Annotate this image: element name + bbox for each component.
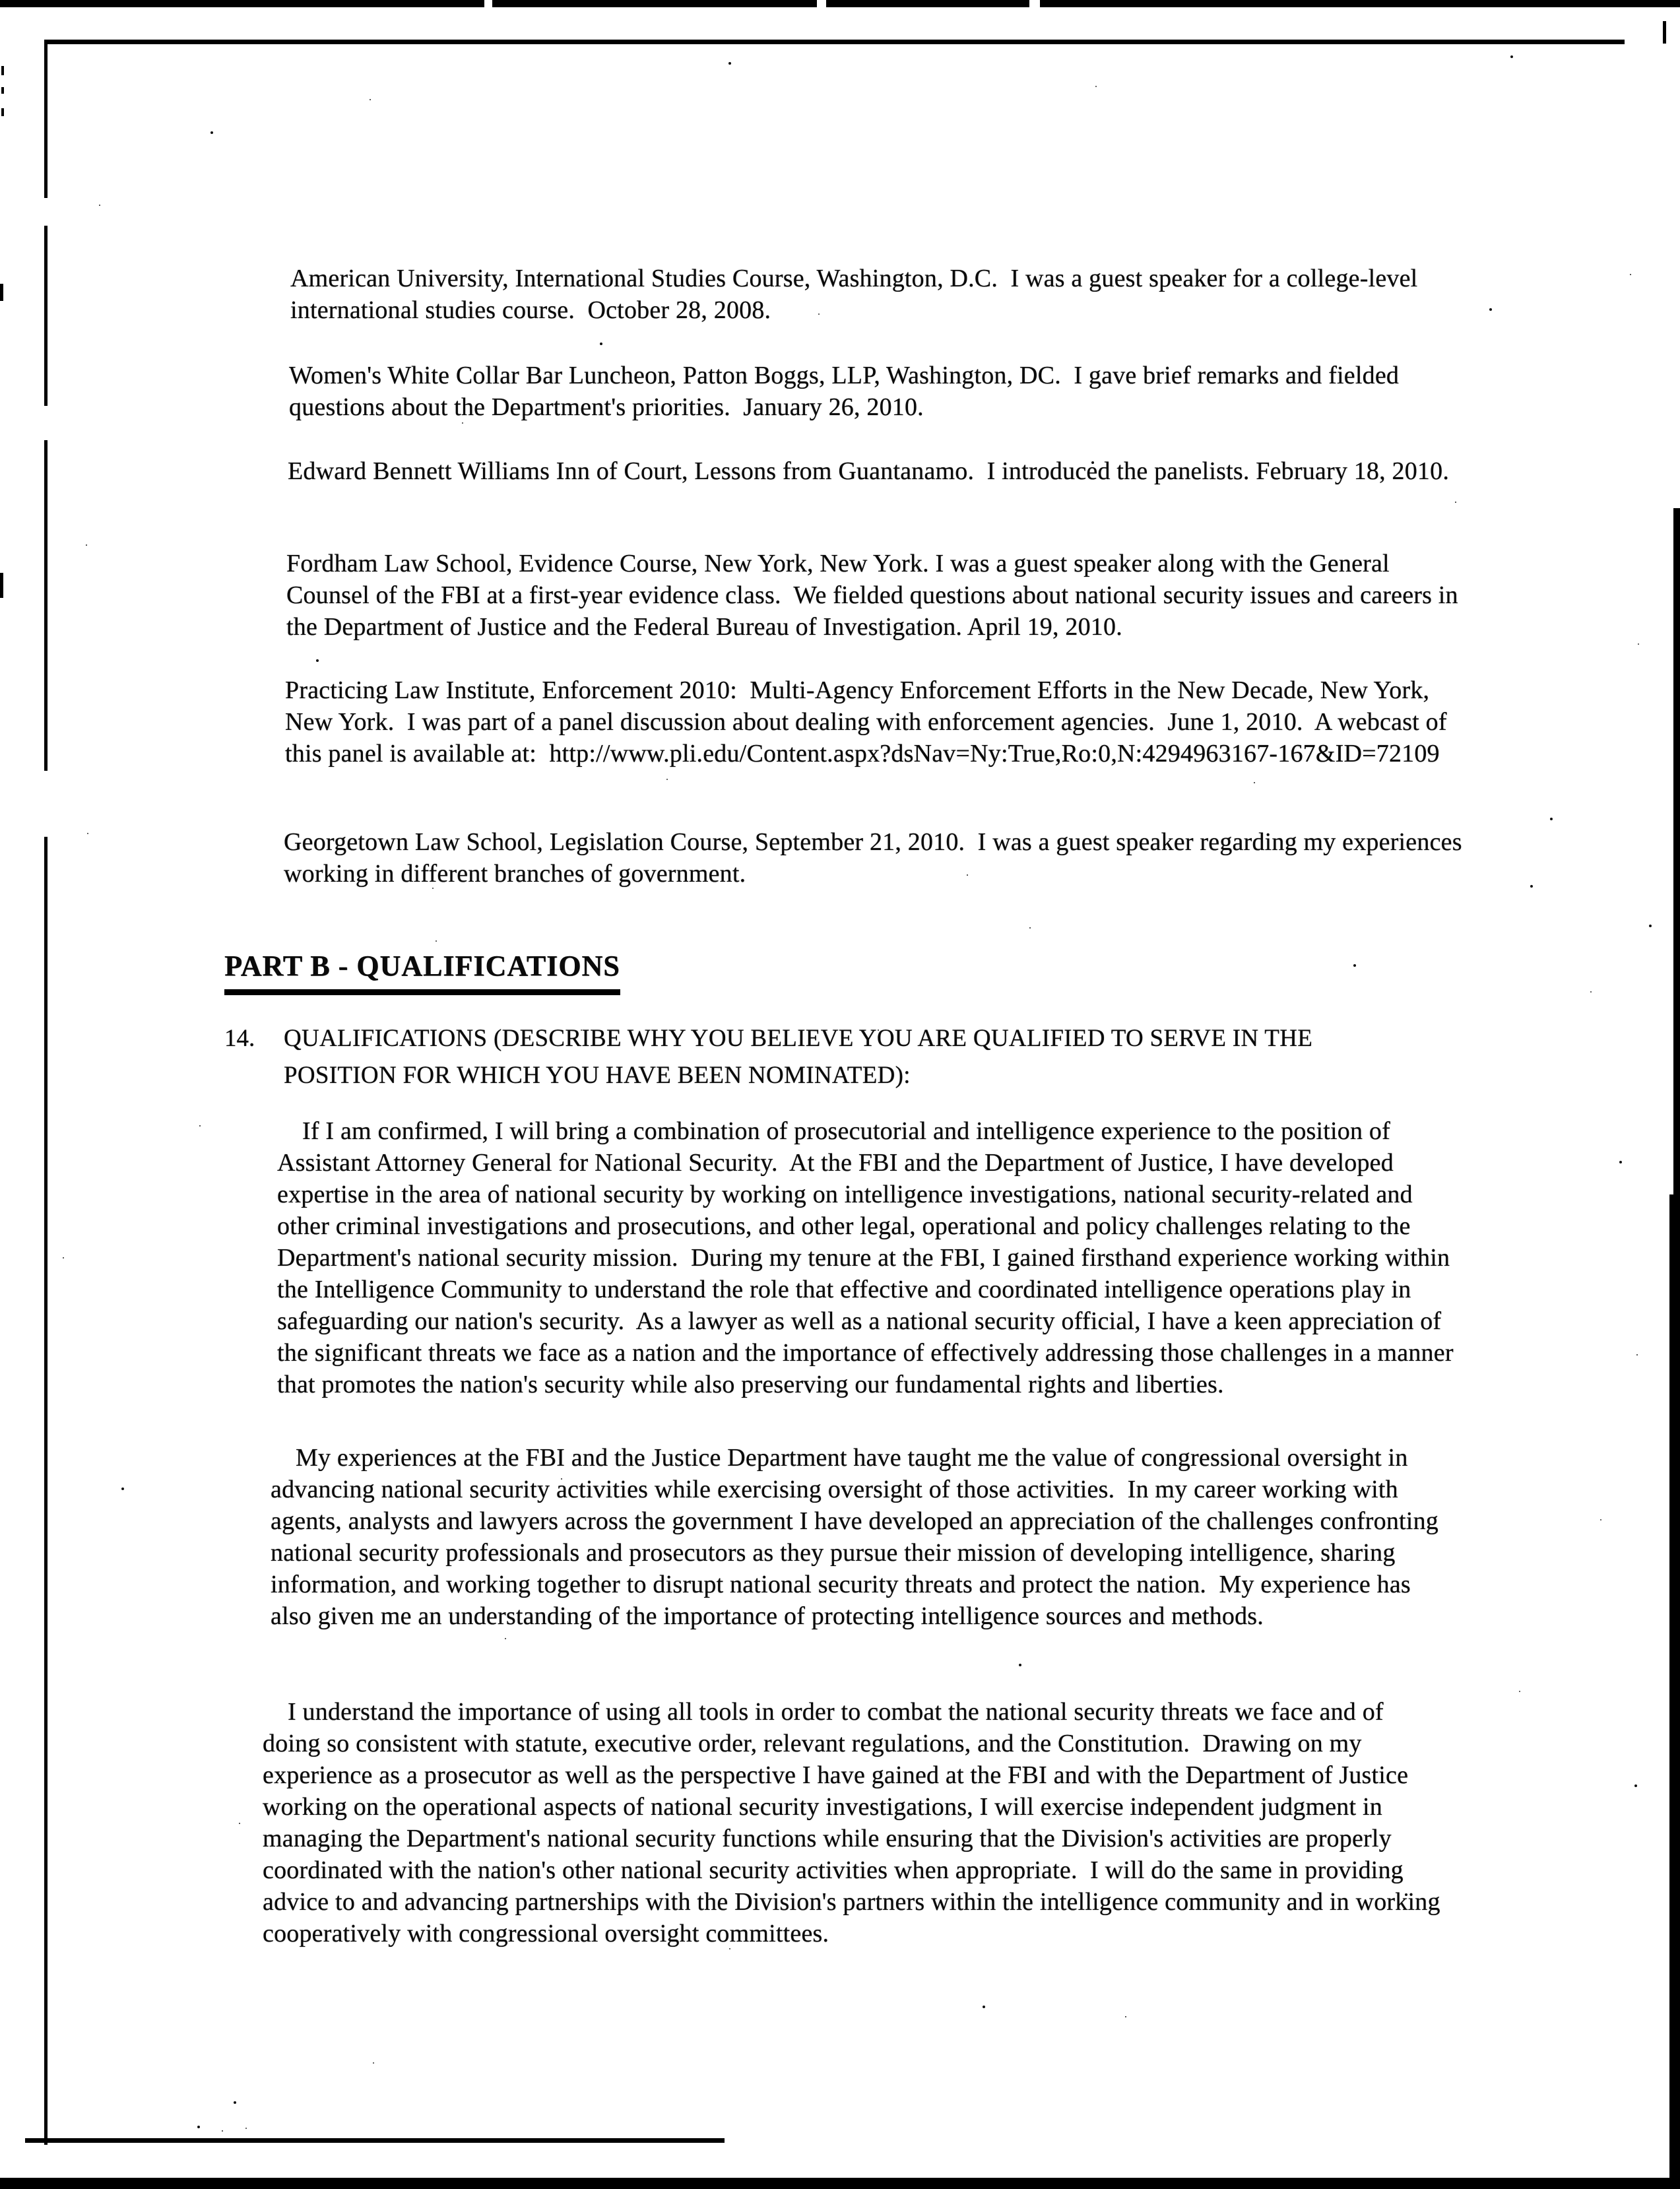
scan-right-edge-bar [1673, 508, 1680, 1194]
border-gap [43, 198, 49, 226]
scan-bottom-edge-bar [0, 2178, 1680, 2189]
page-border-top-line [46, 40, 1625, 44]
part-b-heading: PART B - QUALIFICATIONS [224, 949, 620, 995]
scan-edge-dash [1, 108, 4, 116]
border-gap [43, 406, 49, 440]
engagement-paragraph: American University, International Studies Course, Washington, D.C. I was a guest speaker for a college-level international studies course. October 28, 2008. [290, 265, 1425, 324]
engagement-paragraph: Edward Bennett Williams Inn of Court, Lessons from Guantanamo. I introduced the panelists. February 18, 2010. [288, 457, 1450, 485]
scan-edge-dash [1, 66, 4, 75]
scan-top-edge-bar [0, 0, 1680, 7]
answer-paragraph: I understand the importance of using all tools in order to combat the national security threats we face and of doing so consistent with statute, executive order, relevant regulations, and the Constitution. Drawing on my experience as a prosecutor as well as the perspective I have gained at the FBI and with the Department of Justice working on the operational aspects of national security investigations, I will exercise independent judgment in managing the Department's national security functions while ensuring that the Division's activities are properly coordinated with the nation's other national security activities when appropriate. I will do the same in providing advice to and advancing partnerships with the Division's partners within the intelligence community and in working cooperatively with congressional oversight committees. [263, 1698, 1447, 1947]
answer-paragraph: My experiences at the FBI and the Justice Department have taught me the value of congressional oversight in advancing national security activities while exercising oversight of those activities. In my career working with agents, analysts and lawyers across the government I have developed an appreciation of the challenges confronting national security professionals and prosecutors as they pursue their mission of developing intelligence, sharing information, and working together to disrupt national security threats and protect the nation. My experience has also given me an understanding of the importance of protecting intelligence sources and methods. [271, 1444, 1445, 1630]
answer-paragraph: If I am confirmed, I will bring a combination of prosecutorial and intelligence experience to the position of Assistant Attorney General for National Security. At the FBI and the Department of Justice, I have developed expertise in the area of national security by working on intelligence investigations, national security-related and other criminal investigations and prosecutions, and other legal, operational and policy challenges relating to the Department's national security mission. During my tenure at the FBI, I gained firsthand experience working within the Intelligence Community to understand the role that effective and coordinated intelligence operations play in safeguarding our nation's security. As a lawyer as well as a national security official, I have a keen appreciation of the significant threats we face as a nation and the importance of effectively addressing those challenges in a manner that promotes the nation's security while also preserving our fundamental rights and liberties. [277, 1117, 1460, 1398]
question-14 [224, 1020, 1405, 1094]
border-gap [43, 771, 49, 837]
page-border-left-line [44, 40, 48, 2145]
scan-noise-specks [0, 0, 1, 1]
scan-edge-dash [0, 284, 3, 301]
scan-right-edge-bar [1669, 1194, 1680, 2189]
scan-edge-dash [0, 573, 3, 598]
engagement-paragraph: Practicing Law Institute, Enforcement 2010: Multi-Agency Enforcement Efforts in the New Decade, New York, New York. I was part of a panel discussion about dealing with enforcement agencies. June 1, 2010. A webcast of this panel is available at: http://www.pli.edu/Content.aspx?dsNav=Ny:True,Ro:0,N:4294963167-167&ID=72109 [285, 676, 1454, 768]
question-text: QUALIFICATIONS (DESCRIBE WHY YOU BELIEVE YOU ARE QUALIFIED TO SERVE IN THE POSITION FOR WHICH YOU HAVE BEEN NOMINATED): [284, 1025, 1319, 1089]
scan-corner-mark [1663, 21, 1666, 44]
scan-edge-dash [1, 87, 4, 94]
engagement-paragraph: Georgetown Law School, Legislation Course, September 21, 2010. I was a guest speaker regarding my experiences working in different branches of government. [284, 828, 1469, 888]
engagement-paragraph: Women's White Collar Bar Luncheon, Patton Boggs, LLP, Washington, DC. I gave brief remarks and fielded questions about the Department's priorities. January 26, 2010. [289, 362, 1405, 421]
question-number: 14. [224, 1025, 255, 1052]
engagement-paragraph: Fordham Law School, Evidence Course, New York, New York. I was a guest speaker along with the General Counsel of the FBI at a first-year evidence class. We fielded questions about national security issues and careers in the Department of Justice and the Federal Bureau of Investigation. April 19, 2010. [286, 550, 1465, 641]
scan-bottom-line [25, 2138, 725, 2143]
